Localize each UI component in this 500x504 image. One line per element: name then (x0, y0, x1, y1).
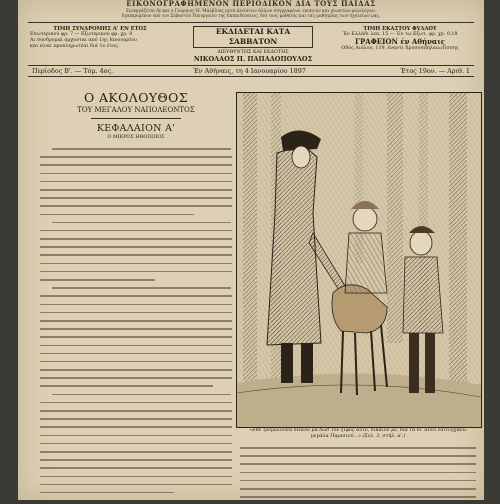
text-line (52, 287, 231, 289)
office-address: Οδός Αιόλου, 119, έναντι Χρυσοσπηλαιωτίσσης (341, 46, 459, 51)
text-line (40, 385, 213, 387)
text-line (40, 426, 232, 428)
text-line (40, 173, 232, 175)
text-line (40, 418, 232, 420)
top-strip-note-1: Συνεργάζεται δε και ο Γεώργιος Η. Μαλβίνας μετά πλείστων άλλων συγγραφέων, ποιητών και γνωστών φιλολόγων. (125, 8, 377, 13)
text-line (240, 496, 476, 498)
top-strip-title: ΕΙΚΟΝΟΓΡΑΦΗΜΕΝΟΝ ΠΕΡΙΟΔΙΚΟΝ ΔΙΑ ΤΟΥΣ ΠΑΙΔΑΣ (126, 0, 376, 8)
price-box (328, 26, 472, 52)
text-line (40, 271, 232, 273)
text-line (40, 279, 155, 281)
edition-box (193, 26, 313, 62)
text-line (40, 238, 232, 240)
text-line (40, 304, 232, 306)
text-line (40, 467, 232, 469)
subscription-line-3: και είναι προπληρωτέαι διά 1ν έτος. (30, 44, 120, 49)
text-line (40, 402, 232, 404)
text-line (240, 463, 476, 465)
article-title: Ο ΑΚΟΛΟΥΘΟΣ (83, 90, 189, 105)
text-line (52, 222, 231, 224)
price-heading: ΤΙΜΗ ΕΚΑΣΤΟΥ ΦΥΛΛΟΥ (363, 26, 437, 32)
subscription-line-1: Εσωτερικού φρ. 7 — Εξωτερικού φρ. χρ. 8 (30, 32, 133, 37)
text-line (40, 230, 232, 232)
chapter-heading: ΚΕΦΑΛΑΙΟΝ Α' (96, 123, 176, 134)
subscription-line-2: Αι συνδρομαί άρχονται από 1ης Ιανουαρίου (30, 38, 137, 43)
text-line (40, 246, 232, 248)
bottom-right-text (240, 447, 476, 504)
text-line (40, 312, 232, 314)
article-subtitle: ΤΟΥ ΜΕΓΑΛΟΥ ΝΑΠΟΛΕΟΝΤΟΣ (77, 106, 195, 114)
text-line (52, 394, 231, 396)
text-line (40, 353, 232, 355)
text-line (40, 336, 232, 338)
text-line (40, 443, 232, 445)
text-line (240, 480, 476, 482)
top-strip (28, 0, 474, 22)
text-line (40, 295, 232, 297)
illustration-caption: «Εθε τρεμολουσα διεκον μα δώσ τον ξίφος αυτό, δίκαιόν με, διά τα δι' αυτό επιτυγχάνω μεγάλα Παρισιού...» (Σελ. 3, στήλ. α'.) (249, 428, 467, 439)
text-line (240, 472, 476, 474)
subscription-box (30, 26, 170, 50)
text-line (40, 476, 232, 478)
publication-frequency: ΕΚΔΙΔΕΤΑΙ ΚΑΤΑ ΣΑΒΒΑΤΟΝ (193, 26, 313, 48)
issue-number: Έτος 19ον. — Αριθ. 1 (400, 67, 470, 75)
text-line (240, 455, 476, 457)
masthead (28, 22, 474, 66)
napoleon-scene-image (237, 93, 481, 427)
text-line (40, 345, 232, 347)
text-line (40, 197, 232, 199)
text-line (40, 410, 232, 412)
article-body (40, 148, 232, 493)
price-line: Έν Ελλάδι λεπ. 15 — Έν τω Εξωτ. φρ. χρ. 0,18 (342, 32, 458, 37)
title-divider (91, 118, 181, 119)
publisher-name: ΝΙΚΟΛΑΟΣ Π. ΠΑΠΑΔΟΠΟΥΛΟΣ (193, 55, 313, 62)
chapter-subtitle: Ο ΜΙΚΡΟΣ ΗΘΟΠΟΙΟΣ (107, 135, 165, 140)
issue-date: Έν Αθήναις, τη 4 Ιανουαρίου 1897 (193, 67, 306, 75)
text-line (52, 148, 231, 150)
text-line (40, 492, 174, 494)
subscription-heading: ΤΙΜΗ ΣΥΝΔΡΟΜΗΣ Α' ΕΝ ΕΤΟΣ (53, 26, 147, 32)
top-strip-note-2: Εγκεκριμένον υπό του Σεβαστού Υπουργείου της Εκπαιδεύσεως, διά τους μαθητάς και τας μαθητρίας των σχολείων μας. (121, 13, 381, 18)
text-line (40, 435, 232, 437)
text-line (40, 189, 232, 191)
office-label: ΓΡΑΦΕΙΟΝ έν Αθήναις (355, 37, 445, 46)
text-line (40, 377, 232, 379)
text-line (40, 459, 232, 461)
text-line (40, 328, 232, 330)
issue-line (28, 66, 474, 77)
text-line (40, 205, 232, 207)
text-line (40, 164, 232, 166)
engraving-illustration (236, 92, 482, 428)
text-line (40, 181, 232, 183)
issue-period: Περίοδος Β'. — Τόμ. 4ος. (32, 67, 114, 75)
director-label: ΔΙΕΥΘΥΝΤΗΣ ΚΑΙ ΕΚΔΟΤΗΣ (217, 50, 289, 55)
text-line (240, 488, 476, 490)
text-line (40, 263, 232, 265)
text-line (240, 447, 476, 449)
text-line (40, 214, 194, 216)
text-line (40, 156, 232, 158)
text-line (40, 484, 232, 486)
text-line (40, 361, 232, 363)
text-line (40, 254, 232, 256)
article-column (40, 82, 232, 500)
text-line (40, 451, 232, 453)
text-line (40, 320, 232, 322)
text-line (40, 369, 232, 371)
newspaper-page (18, 0, 484, 500)
